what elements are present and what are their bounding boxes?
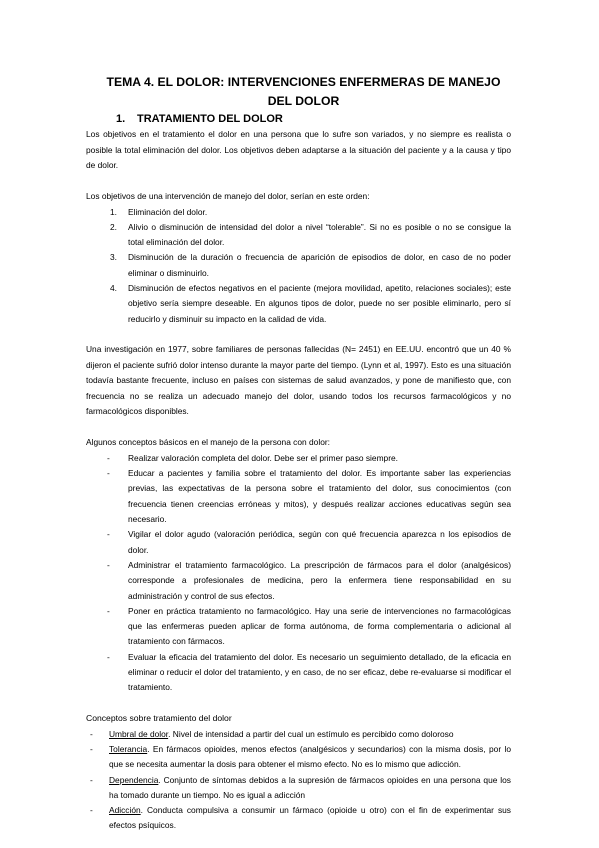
list-item	[86, 220, 511, 251]
term-label: Umbral de dolor	[109, 728, 169, 739]
bullet-dash: -	[107, 651, 110, 662]
bullet-dash: -	[90, 743, 93, 754]
list-item	[86, 650, 511, 696]
concepts-intro: Algunos conceptos básicos en el manejo de la persona con dolor:	[86, 437, 330, 448]
bullet-dash: -	[90, 774, 93, 785]
term-label: Adicción	[109, 805, 141, 816]
list-item	[86, 803, 511, 834]
bullet-dash: -	[90, 805, 93, 816]
list-item	[86, 250, 511, 281]
list-item	[86, 742, 511, 773]
list-item-text: Realizar valoración completa del dolor. Debe ser el primer paso siempre.	[128, 452, 398, 463]
list-item	[86, 527, 511, 558]
list-item-text: Disminución de la duración o frecuencia de aparición de episodios de dolor, en caso de no poder eliminar o disminuirlo.	[128, 252, 511, 278]
treatment-terms-list	[86, 727, 511, 834]
list-number: 2.	[110, 221, 117, 232]
bullet-dash: -	[107, 468, 110, 479]
list-item-text: Eliminación del dolor.	[128, 206, 208, 217]
list-item	[86, 604, 511, 650]
list-number: 4.	[110, 282, 117, 293]
bullet-dash: -	[107, 605, 110, 616]
list-item-text: Administrar el tratamiento farmacológico. La prescripción de fármacos para el dolor (analgésicos) corresponde a profesionales de medicina, pero la enfermera tiene responsabilidad en su administración y control de sus efectos.	[128, 559, 511, 601]
list-item	[86, 558, 511, 604]
list-item	[86, 281, 511, 327]
treatment-title: Conceptos sobre tratamiento del dolor	[86, 713, 232, 724]
list-item-text: Evaluar la eficacia del tratamiento del dolor. Es necesario un seguimiento detallado, de la eficacia en eliminar o reducir el dolor del tratamiento, y en caso, de no ser eficaz, debe re-evaluarse si modificar el tratamiento.	[128, 651, 511, 693]
spacer	[86, 696, 511, 712]
objectives-intro: Los objetivos de una intervención de manejo del dolor, serían en este orden:	[86, 191, 370, 201]
spacer	[86, 174, 511, 190]
list-item-text: Educar a pacientes y familia sobre el tratamiento del dolor. Es importante saber las experiencias previas, las expectativas de la persona sobre el tratamiento del dolor, sus conocimientos (con frecuencia tienen creencias erróneas y mitos), y después realizar acciones educativas según sea necesario.	[128, 468, 511, 525]
bullet-dash: -	[90, 728, 93, 739]
list-number: 1.	[110, 206, 117, 217]
section-number: 1.	[116, 113, 126, 125]
term-definition: . Conducta compulsiva a consumir un fármaco (opioide u otro) con el fin de experimentar sus efectos psíquicos.	[109, 805, 511, 831]
list-item	[86, 466, 511, 527]
document-title: TEMA 4. EL DOLOR: INTERVENCIONES ENFERMERAS DE MANEJO DEL DOLOR	[106, 75, 501, 108]
intro-paragraph: Los objetivos en el tratamiento el dolor en una persona que lo sufre son variados, y no siempre es realista o posible la total eliminación del dolor. Los objetivos deben adaptarse a la situación del paciente y a la causa y tipo de dolor.	[86, 129, 511, 170]
term-definition: . Conjunto de síntomas debidos a la supresión de fármacos opioides en una persona que los ha tomado durante un tiempo. No es igual a adicción	[109, 774, 511, 800]
list-item-text: Alivio o disminución de intensidad del dolor a nivel “tolerable”. Si no es posible o no se consigue la total eliminación del dolor.	[128, 221, 511, 248]
list-item	[86, 727, 511, 742]
term-label: Tolerancia	[109, 743, 148, 754]
term-definition: . En fármacos opioides, menos efectos (analgésicos y secundarios) con la misma dosis, por lo que se necesita aumentar la dosis para obtener el mismo efecto. No es lo mismo que adicción.	[109, 743, 511, 770]
objectives-list	[86, 205, 511, 327]
concepts-list	[86, 451, 511, 696]
list-item-text: Disminución de efectos negativos en el paciente (mejora movilidad, apetito, relaciones sociales); este objetivo sería siempre deseable. En algunos tipos de dolor, puede no ser posible eliminarlo, pero sí reducirlo y disminuir su impacto en la calidad de vida.	[128, 282, 511, 324]
bullet-dash: -	[107, 452, 110, 463]
list-item	[86, 205, 511, 220]
list-item-text: Poner en práctica tratamiento no farmacológico. Hay una serie de intervenciones no farmacológicas que las enfermeras pueden aplicar de forma autónoma, de forma complementaria o adicional al tratamiento con fármacos.	[128, 605, 511, 647]
list-item-text: Vigilar el dolor agudo (valoración periódica, según con qué frecuencia aparezca n los episodios de dolor.	[128, 529, 511, 555]
term-label: Dependencia	[109, 774, 159, 785]
bullet-dash: -	[107, 559, 110, 570]
list-number: 3.	[110, 252, 117, 263]
spacer	[86, 327, 511, 343]
bullet-dash: -	[107, 529, 110, 540]
section-heading	[116, 111, 511, 127]
research-paragraph: Una investigación en 1977, sobre familiares de personas fallecidas (N= 2451) en EE.UU. encontró que un 40 % dijeron el paciente sufrió dolor intenso durante la mayor parte del tiempo. (Lynn et al, 1997). Esto es una situación todavía bastante frecuente, incluso en países con sistemas de salud avanzados, y pone de manifiesto que, con frecuencia no se realiza un adecuado manejo del dolor, usando todos los recursos farmacológicos y no farmacológicos disponibles.	[86, 344, 511, 417]
term-definition: . Nivel de intensidad a partir del cual un estímulo es percibido como doloroso	[168, 728, 454, 739]
spacer	[86, 420, 511, 436]
section-heading-text: TRATAMIENTO DEL DOLOR	[137, 113, 283, 125]
list-item	[86, 451, 511, 466]
list-item	[86, 773, 511, 804]
